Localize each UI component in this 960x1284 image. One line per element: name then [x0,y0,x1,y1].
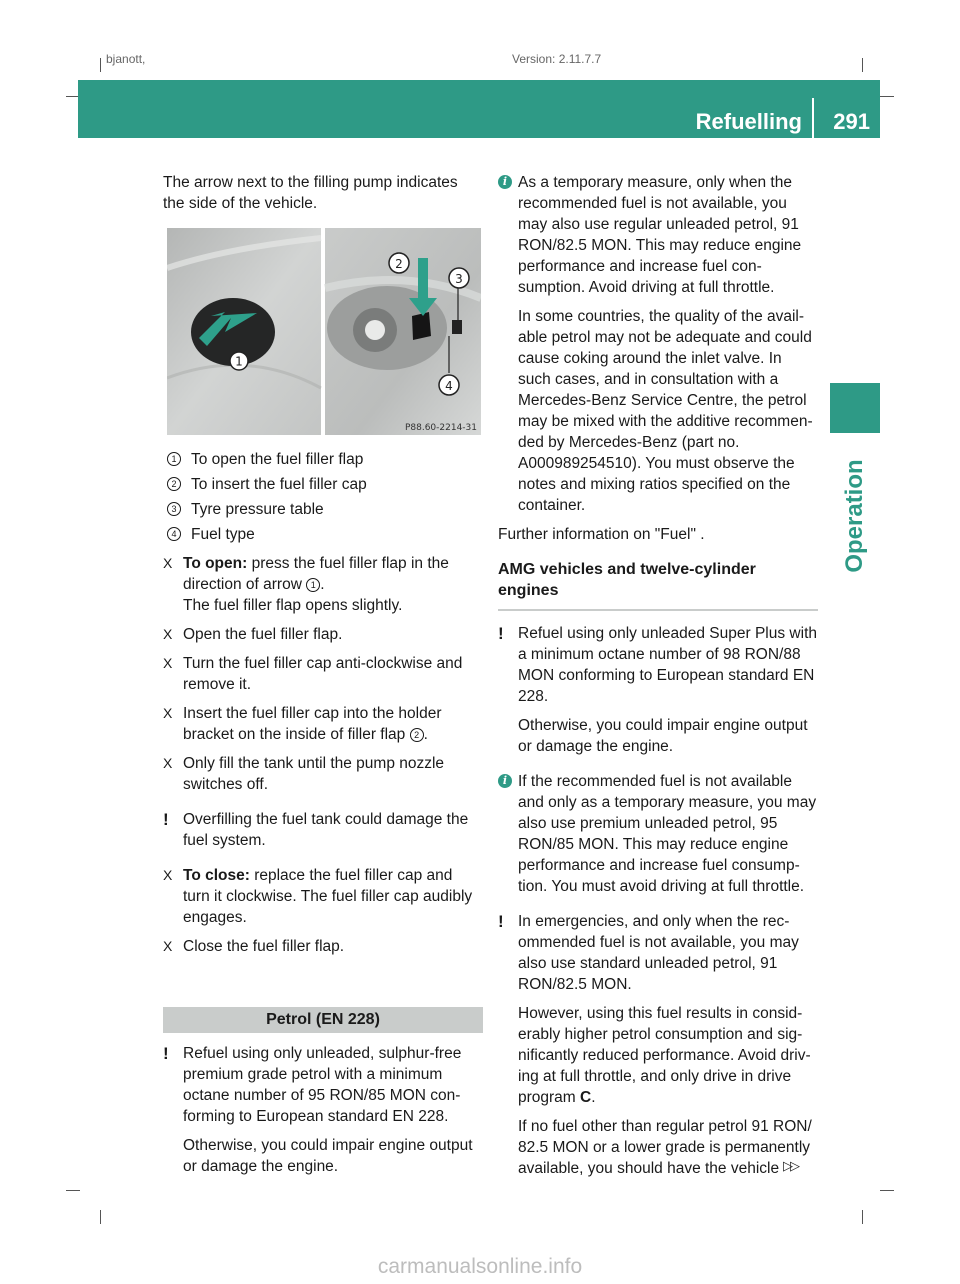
fuel-filler-illustration [167,228,481,435]
info-petrol-quality: In some countries, the quality of the avail-able petrol may not be adequate and could cause coking around the inlet valve. In such cases, and in consultation with a Mercedes-Benz Service Centre, the petrol may be mixed with the additive recommen-ded by Mercedes-Benz (part no. A000989254510). You must observe the notes and mixing ratios specified on the container. [518,308,813,514]
crop-mark [100,58,101,72]
left-column [163,172,483,1177]
figure-code: P88.60-2214-31 [404,423,477,433]
legend-item: 3 Tyre pressure table [163,499,483,520]
continue-arrow-icon: ▷▷ [783,1158,797,1173]
step-open: X To open: press the fuel filler flap in the direction of arrow 1 . The fuel filler flap opens slightly. [163,555,449,614]
warning-petrol-consequence: Otherwise, you could impair engine output or damage the engine. [183,1137,473,1175]
step-marker-icon: X [163,626,173,642]
warning-emergency-permanent: If no fuel other than regular petrol 91 RON/ 82.5 MON or a lower grade is permanently available, you should have the vehicle [518,1118,812,1177]
step-marker-icon: X [163,655,173,671]
warning-emergency-consequence: However, using this fuel results in consid-erably higher petrol consumption and sig-nificantly reduced performance. Avoid driv-ing at full throttle, and only drive in drive program C. [518,1005,811,1106]
intro-text: The arrow next to the filling pump indicates the side of the vehicle. [163,174,458,212]
print-info-left: bjanott, [106,52,146,66]
crop-mark [862,58,863,72]
legend-number: 2 [167,477,181,491]
legend-item: 4 Fuel type [163,524,483,545]
callout-3: 3 [455,272,463,286]
warning-overfill: ! Overfilling the fuel tank could damage the fuel system. [163,810,469,849]
side-tab-label: Operation [841,459,868,573]
info-temporary-measure: i As a temporary measure, only when the recommended fuel is not available, you may also use regular unleaded petrol, 91 RON/82.5 MON. This may reduce engine performance and increase fuel con-sumption. Avoid driving at full throttle. [498,172,818,298]
side-tab-marker [830,383,880,433]
warning-icon: ! [498,624,504,643]
fuel-filler-cap [365,320,385,340]
warning-icon: ! [163,810,169,829]
step-fill: X Only fill the tank until the pump nozzle switches off. [163,755,445,793]
warning-icon: ! [498,912,504,931]
step-close: X To close: replace the fuel filler cap and turn it clockwise. The fuel filler cap audibly engages. [163,867,473,926]
further-info: Further information on "Fuel" . [498,526,705,543]
crop-mark [66,1190,80,1191]
section-heading-petrol: Petrol (EN 228) [163,1007,483,1033]
crop-mark [862,1210,863,1224]
callout-2: 2 [395,257,403,271]
legend-number: 4 [167,527,181,541]
legend-item: 2 To insert the fuel filler cap [163,474,483,495]
warning-emergency: ! In emergencies, and only when the rec-ommended fuel is not available, you may also use standard unleaded petrol, 91 RON/82.5 MON. [498,912,799,993]
page-number: 291 [833,109,870,134]
step-insert-cap: X Insert the fuel filler cap into the holder bracket on the inside of filler flap 2 . [163,705,442,743]
watermark: carmanualsonline.info [377,1255,583,1278]
callout-4: 4 [445,379,453,393]
info-premium: i If the recommended fuel is not available and only as a temporary measure, you may also use premium unleaded petrol, 95 RON/85 MON. This may reduce engine performance and increase fuel consump-tion. You must avoid driving at full throttle. [498,771,818,897]
warning-icon: ! [163,1044,169,1063]
step-close-flap: X Close the fuel filler flap. [163,938,345,955]
arrow-insert [418,258,428,300]
step-marker-icon: X [163,755,173,771]
info-icon: i [498,774,512,788]
info-icon: i [498,175,512,189]
crop-mark [880,1190,894,1191]
warning-super-plus-consequence: Otherwise, you could impair engine output or damage the engine. [518,717,808,755]
cap-holder [412,312,431,340]
ref-circle: 2 [410,728,424,742]
section-title: Refuelling [695,109,802,134]
legend-item: 1 To open the fuel filler flap [163,449,483,470]
fuel-filler-figure [167,228,481,435]
legend-number: 3 [167,502,181,516]
step-marker-icon: X [163,938,173,954]
ref-circle: 1 [306,578,320,592]
step-open-flap: X Open the fuel filler flap. [163,626,343,643]
right-column [498,172,818,1179]
step-marker-icon: X [163,705,173,721]
warning-petrol: ! Refuel using only unleaded, sulphur-free premium grade petrol with a minimum octane number of 95 RON/85 MON con-forming to European standard EN 228. [163,1044,462,1125]
step-turn-cap: X Turn the fuel filler cap anti-clockwise and remove it. [163,655,463,693]
warning-super-plus: ! Refuel using only unleaded Super Plus with a minimum octane number of 98 RON/88 MON conforming to European standard EN 228. [498,624,817,705]
print-info-version: Version: 2.11.7.7 [512,52,602,66]
page-header [78,80,880,138]
crop-mark [880,96,894,97]
legend-number: 1 [167,452,181,466]
step-marker-icon: X [163,867,173,883]
step-marker-icon: X [163,555,173,571]
crop-mark [100,1210,101,1224]
section-heading-amg: AMG vehicles and twelve-cylinder engines [498,559,818,611]
header-divider [812,98,814,138]
callout-1: 1 [235,354,243,369]
